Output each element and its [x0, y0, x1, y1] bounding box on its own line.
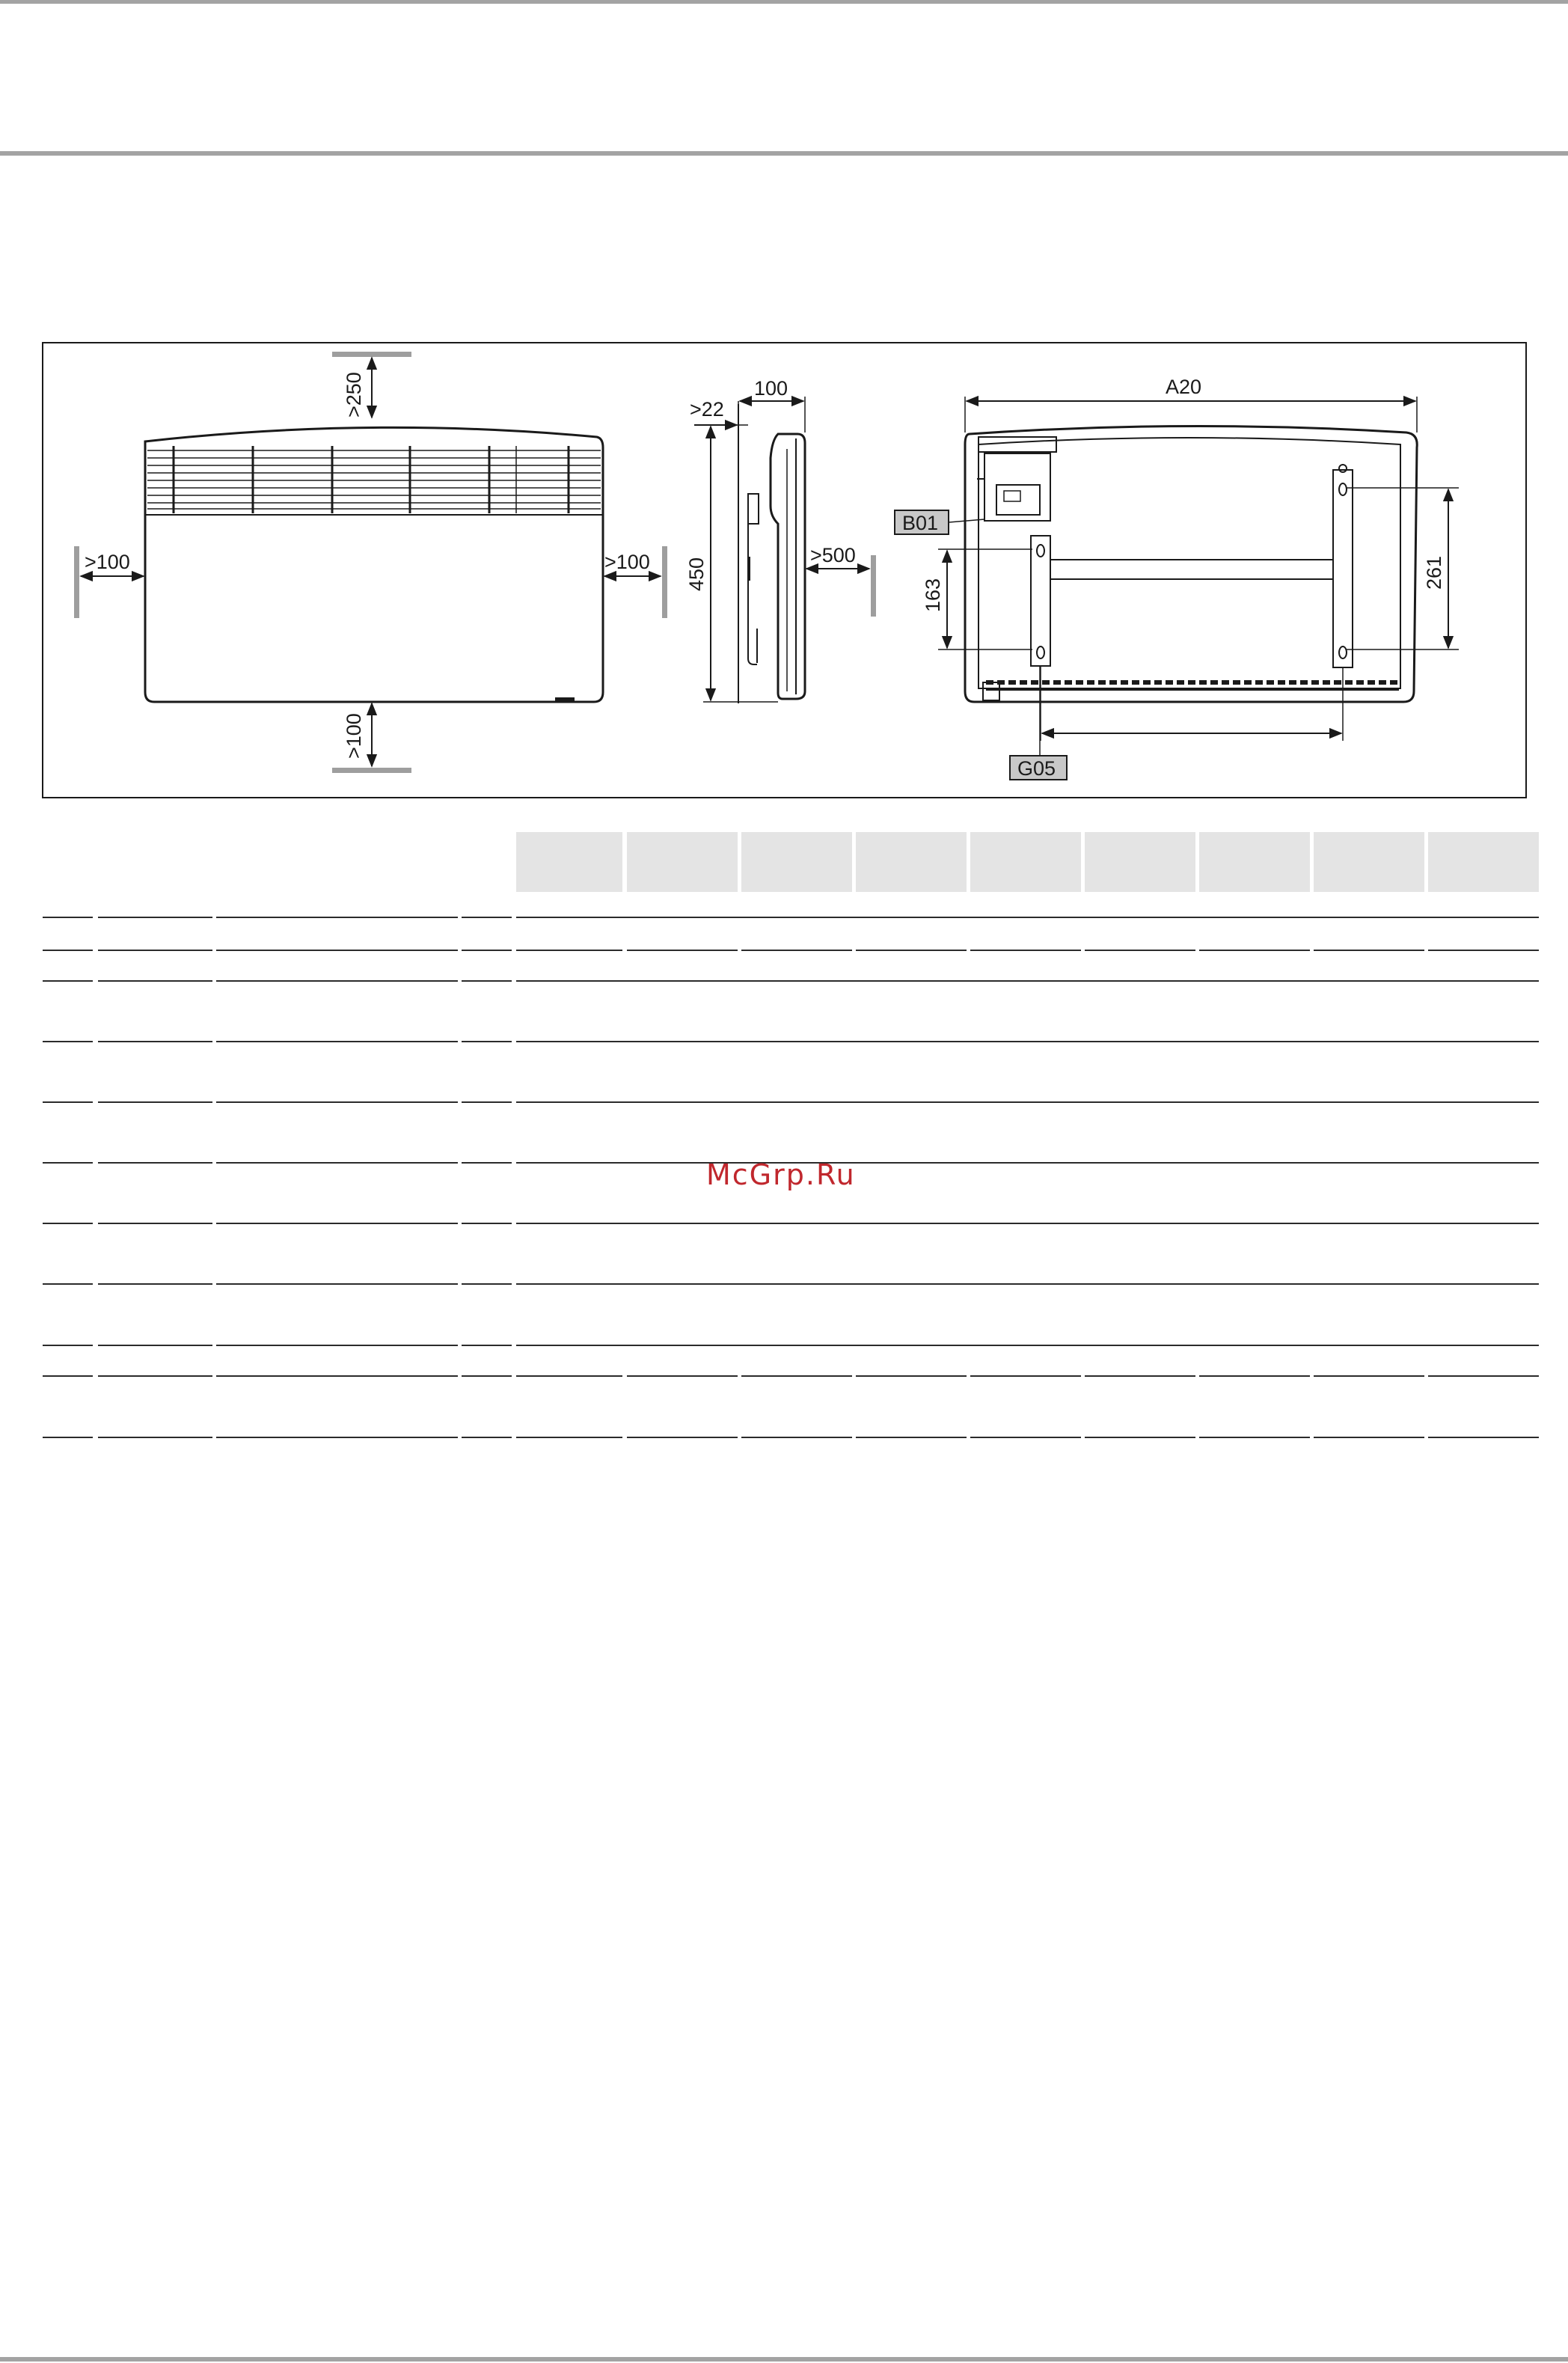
table-rule: [216, 950, 458, 951]
table-rule: [741, 950, 852, 951]
table-rule: [627, 1437, 738, 1438]
table-header-cell: [1314, 832, 1424, 892]
heater-back-body: [965, 426, 1417, 702]
heater-front-body: [145, 427, 603, 702]
table-rule: [43, 1375, 93, 1377]
wall-bar-right: [662, 546, 667, 618]
table-rule: [1314, 950, 1424, 951]
table-rule: [516, 1375, 622, 1377]
table-rule: [43, 1101, 93, 1103]
table-rule: [98, 950, 212, 951]
table-rule: [516, 1345, 1539, 1346]
table-rule: [1199, 1375, 1310, 1377]
table-rule: [43, 950, 93, 951]
table-rule: [462, 1345, 512, 1346]
table-rule: [516, 950, 622, 951]
label-height: 450: [685, 557, 708, 591]
table-rule: [1085, 1437, 1195, 1438]
table-rule: [43, 917, 93, 918]
table-rule: [1428, 1437, 1539, 1438]
table-rule: [98, 1101, 212, 1103]
label-wall-gap: >22: [690, 398, 724, 421]
table-rule: [43, 1162, 93, 1164]
label-right-clearance: >100: [604, 551, 650, 573]
table-header-cell: [1428, 832, 1539, 892]
table-rule: [970, 950, 1081, 951]
table-rule: [43, 1437, 93, 1438]
table-rule: [98, 1223, 212, 1224]
wall-bar-front: [871, 555, 876, 617]
table-header-cell: [627, 832, 738, 892]
label-g05: G05: [1017, 757, 1056, 780]
table-rule: [98, 1283, 212, 1285]
table-rule: [98, 1437, 212, 1438]
label-width-code: A20: [1166, 376, 1202, 398]
table-rule: [98, 980, 212, 982]
table-rule: [1428, 950, 1539, 951]
table-rule: [970, 1375, 1081, 1377]
table-rule: [216, 1345, 458, 1346]
mounting-bar: [1050, 560, 1333, 579]
table-rule: [43, 1223, 93, 1224]
table-rule: [741, 1375, 852, 1377]
table-rule: [516, 917, 1539, 918]
label-b01: B01: [902, 512, 939, 534]
table-rule: [462, 980, 512, 982]
table-rule: [98, 1162, 212, 1164]
table-rule: [216, 1375, 458, 1377]
table-rule: [516, 980, 1539, 982]
front-view: [74, 352, 667, 773]
table-header-cell: [856, 832, 967, 892]
label-bracket-height: 163: [922, 578, 944, 612]
table-rule: [216, 917, 458, 918]
table-rule: [98, 1375, 212, 1377]
table-rule: [216, 1162, 458, 1164]
table-rule: [462, 1375, 512, 1377]
table-rule: [43, 1345, 93, 1346]
table-rule: [741, 1437, 852, 1438]
table-rule: [216, 1041, 458, 1042]
table-rule: [516, 1437, 622, 1438]
table-rule: [462, 950, 512, 951]
table-rule: [1085, 1375, 1195, 1377]
table-rule: [216, 980, 458, 982]
table-rule: [516, 1101, 1539, 1103]
table-rule: [462, 1162, 512, 1164]
bracket-right: [1333, 470, 1353, 667]
label-bottom-clearance: >100: [343, 713, 365, 759]
table-header-cell: [741, 832, 852, 892]
table-rule: [462, 1223, 512, 1224]
label-front-clearance: >500: [810, 544, 856, 566]
table-rule: [627, 1375, 738, 1377]
table-rule: [1085, 950, 1195, 951]
label-left-clearance: >100: [85, 551, 130, 573]
wall-bar-left: [74, 546, 79, 618]
label-depth: 100: [754, 377, 788, 400]
table-rule: [1199, 950, 1310, 951]
table-rule: [970, 1437, 1081, 1438]
table-rule: [516, 1283, 1539, 1285]
table-rule: [1314, 1375, 1424, 1377]
table-rule: [98, 1041, 212, 1042]
table-rule: [856, 1437, 967, 1438]
table-header-cell: [970, 832, 1081, 892]
table-rule: [462, 917, 512, 918]
table-rule: [856, 1375, 967, 1377]
table-rule: [43, 1041, 93, 1042]
table-rule: [516, 1162, 1539, 1164]
table-rule: [462, 1437, 512, 1438]
table-rule: [98, 917, 212, 918]
table-header-cell: [516, 832, 622, 892]
table-rule: [98, 1345, 212, 1346]
table-rule: [1314, 1437, 1424, 1438]
back-view: [938, 397, 1459, 756]
table-rule: [462, 1283, 512, 1285]
table-rule: [462, 1041, 512, 1042]
watermark: McGrp.Ru: [706, 1158, 856, 1191]
dimension-drawing: [0, 0, 1568, 808]
figure-frame: [43, 343, 1526, 798]
table-rule: [43, 980, 93, 982]
footer-rule: [0, 2357, 1568, 2362]
table-rule: [43, 1283, 93, 1285]
table-rule: [216, 1283, 458, 1285]
table-header-cell: [1085, 832, 1195, 892]
wall-bar-top: [332, 352, 411, 357]
label-vertical-spacing: 261: [1423, 555, 1445, 590]
table-rule: [216, 1223, 458, 1224]
table-rule: [856, 950, 967, 951]
heater-side-body: [771, 434, 805, 699]
table-rule: [1428, 1375, 1539, 1377]
table-rule: [216, 1101, 458, 1103]
table-rule: [627, 950, 738, 951]
table-rule: [216, 1437, 458, 1438]
wall-bar-bottom: [332, 768, 411, 773]
table-header-cell: [1199, 832, 1310, 892]
label-top-clearance: >250: [343, 372, 365, 418]
table-rule: [1199, 1437, 1310, 1438]
table-rule: [462, 1101, 512, 1103]
front-grille: [147, 450, 601, 509]
table-rule: [516, 1223, 1539, 1224]
table-rule: [516, 1041, 1539, 1042]
